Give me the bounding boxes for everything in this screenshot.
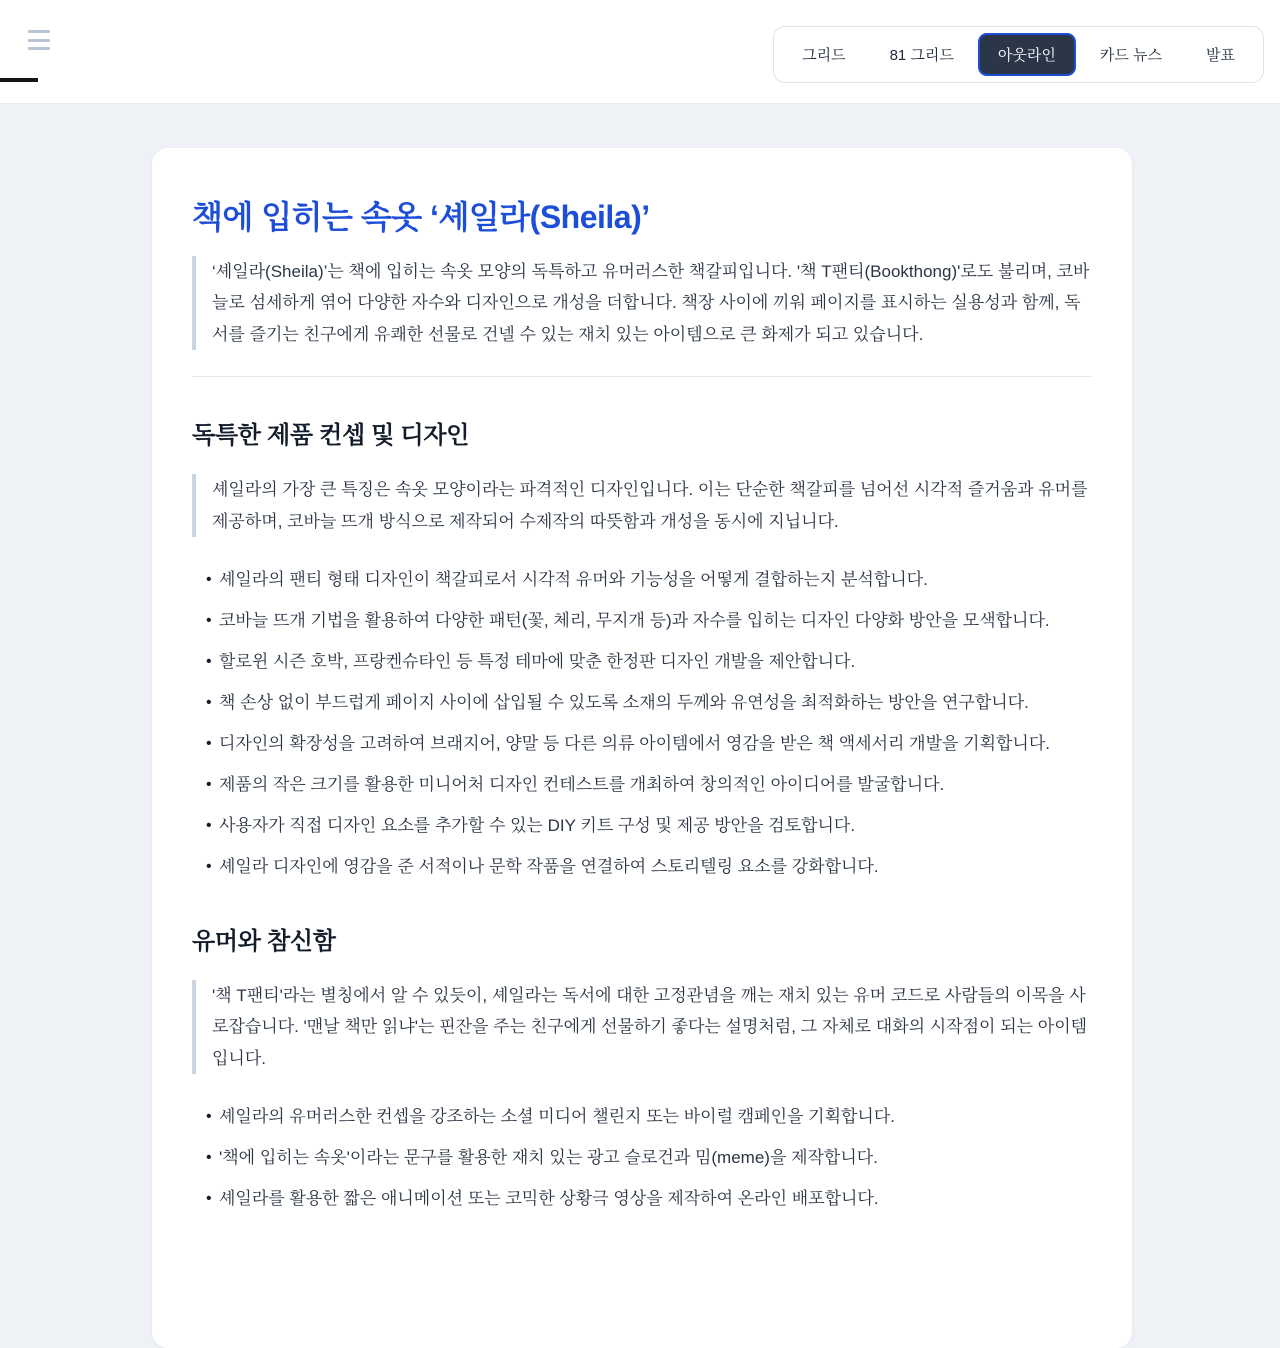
section-concept-design — [192, 415, 1092, 882]
bullet-item: • 책 손상 없이 부드럽게 페이지 사이에 삽입될 수 있도록 소재의 두께와 유연성을 최적화하는 방안을 연구합니다. — [192, 688, 1092, 719]
bullet-item: • 셰일라의 팬티 형태 디자인이 책갈피로서 시각적 유머와 기능성을 어떻게 결합하는지 분석합니다. — [192, 565, 1092, 596]
hamburger-menu-icon[interactable] — [28, 30, 52, 50]
tab-card-news[interactable]: 카드 뉴스 — [1080, 33, 1182, 76]
section-quote-text: '책 T팬티'라는 별칭에서 알 수 있듯이, 셰일라는 독서에 대한 고정관념을 깨는 재치 있는 유머 코드로 사람들의 이목을 사로잡습니다. '맨날 책만 읽냐'는 핀잔을 주는 친구에게 선물하기 좋다는 설명처럼, 그 자체로 대화의 시작점이 되는 아이템입니다. — [212, 985, 1088, 1068]
tab-outline[interactable]: 아웃라인 — [978, 33, 1076, 76]
section-heading: 유머와 참신함 — [192, 927, 336, 955]
section-heading: 독특한 제품 컨셉 및 디자인 — [192, 422, 470, 450]
section-divider — [192, 376, 1092, 377]
page-body — [0, 104, 1280, 1348]
bullet-item: • 디자인의 확장성을 고려하여 브래지어, 양말 등 다른 의류 아이템에서 영감을 받은 책 액세서리 개발을 기획합니다. — [192, 729, 1092, 760]
bullet-item: • 할로윈 시즌 호박, 프랑켄슈타인 등 특정 테마에 맞춘 한정판 디자인 개발을 제안합니다. — [192, 647, 1092, 678]
intro-quote-text: ‘셰일라(Sheila)’는 책에 입히는 속옷 모양의 독특하고 유머러스한 책갈피입니다. '책 T팬티(Bookthong)'로도 불리며, 코바늘로 섬세하게 엮어 다양한 자수와 디자인으로 개성을 더합니다. 책장 사이에 끼워 페이지를 표시하는 실용성과 함께, 독서를 즐기는 친구에게 유쾌한 선물로 건넬 수 있는 재치 있는 아이템으로 큰 화제가 되고 있습니다. — [212, 262, 1090, 344]
section-humor-novelty — [192, 921, 1092, 1215]
page-title: 책에 입히는 속옷 ‘셰일라(Sheila)’ — [192, 199, 650, 235]
view-mode-tabs — [773, 26, 1264, 83]
scroll-progress-bar — [0, 78, 38, 82]
bullet-item: • 제품의 작은 크기를 활용한 미니어처 디자인 컨테스트를 개최하여 창의적인 아이디어를 발굴합니다. — [192, 770, 1092, 801]
bullet-list — [192, 1102, 1092, 1215]
bullet-item: • 셰일라의 유머러스한 컨셉을 강조하는 소셜 미디어 챌린지 또는 바이럴 캠페인을 기획합니다. — [192, 1102, 1092, 1133]
bullet-item: • 사용자가 직접 디자인 요소를 추가할 수 있는 DIY 키트 구성 및 제공 방안을 검토합니다. — [192, 811, 1092, 842]
section-quote — [192, 980, 1092, 1074]
bullet-item: • 셰일라 디자인에 영감을 준 서적이나 문학 작품을 연결하여 스토리텔링 요소를 강화합니다. — [192, 852, 1092, 883]
section-quote — [192, 474, 1092, 537]
bullet-item: • '책에 입히는 속옷'이라는 문구를 활용한 재치 있는 광고 슬로건과 밈(meme)을 제작합니다. — [192, 1143, 1092, 1174]
tab-grid[interactable]: 그리드 — [782, 33, 865, 76]
tab-presentation[interactable]: 발표 — [1186, 33, 1255, 76]
sections-container — [192, 415, 1092, 1215]
top-navbar — [0, 0, 1280, 104]
bullet-item: • 코바늘 뜨개 기법을 활용하여 다양한 패턴(꽃, 체리, 무지개 등)과 자수를 입히는 디자인 다양화 방안을 모색합니다. — [192, 606, 1092, 637]
intro-quote — [192, 256, 1092, 350]
tab-81-grid[interactable]: 81 그리드 — [870, 33, 974, 76]
content-card — [152, 148, 1132, 1348]
section-quote-text: 셰일라의 가장 큰 특징은 속옷 모양이라는 파격적인 디자인입니다. 이는 단순한 책갈피를 넘어선 시각적 즐거움과 유머를 제공하며, 코바늘 뜨개 방식으로 제작되어 수제작의 따뜻함과 개성을 동시에 지닙니다. — [212, 480, 1088, 531]
bullet-list — [192, 565, 1092, 883]
bullet-item: • 셰일라를 활용한 짧은 애니메이션 또는 코믹한 상황극 영상을 제작하여 온라인 배포합니다. — [192, 1184, 1092, 1215]
